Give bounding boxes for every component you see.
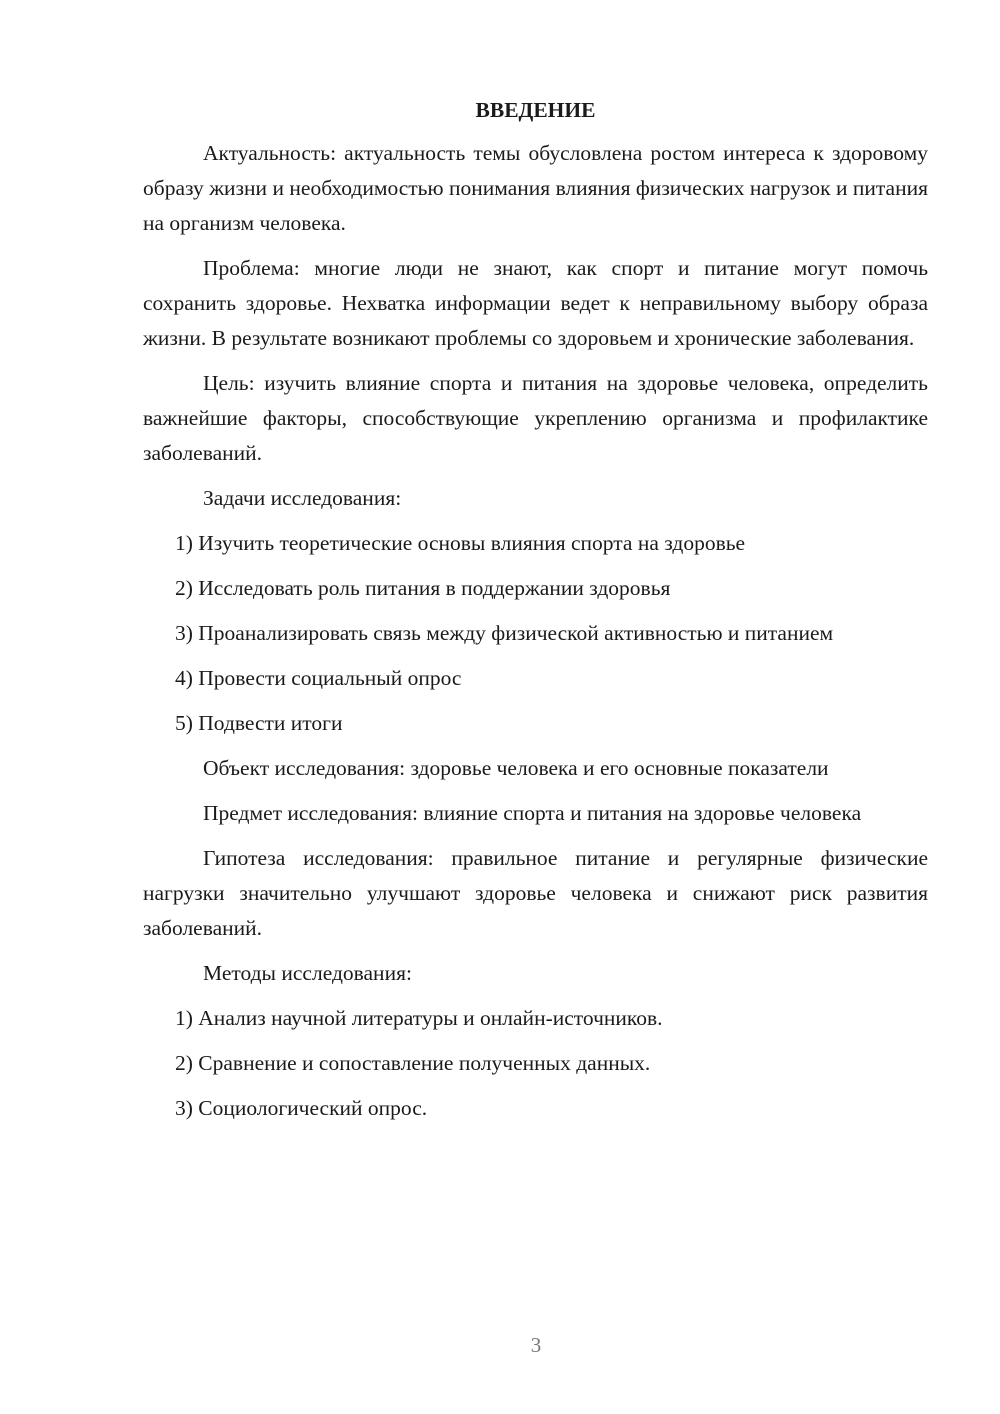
methods-heading: Методы исследования:: [203, 961, 412, 985]
relevance-paragraph: Актуальность: актуальность темы обусловлена ростом интереса к здоровому образу жизни и необходимостью понимания влияния физических нагрузок и питания на организм человека.: [143, 141, 928, 235]
method-item: 3) Социологический опрос.: [175, 1096, 428, 1120]
task-item: 4) Провести социальный опрос: [175, 666, 462, 690]
page-number: 3: [530, 1333, 542, 1357]
document-body: [143, 96, 928, 1136]
task-item: 5) Подвести итоги: [175, 711, 343, 735]
method-item: 1) Анализ научной литературы и онлайн-источников.: [175, 1006, 663, 1030]
task-item: 2) Исследовать роль питания в поддержании здоровья: [175, 576, 671, 600]
problem-paragraph: Проблема: многие люди не знают, как спорт и питание могут помочь сохранить здоровье. Нехватка информации ведет к неправильному выбору образа жизни. В результате возникают проблемы со здоровьем и хронические заболевания.: [143, 256, 928, 350]
subject-paragraph: Предмет исследования: влияние спорта и питания на здоровье человека: [203, 801, 862, 825]
tasks-heading: Задачи исследования:: [203, 486, 402, 510]
hypothesis-paragraph: Гипотеза исследования: правильное питание и регулярные физические нагрузки значительно улучшают здоровье человека и снижают риск развития заболеваний.: [143, 846, 928, 940]
task-item: 3) Проанализировать связь между физической активностью и питанием: [175, 621, 834, 645]
task-item: 1) Изучить теоретические основы влияния спорта на здоровье: [175, 531, 746, 555]
method-item: 2) Сравнение и сопоставление полученных данных.: [175, 1051, 651, 1075]
object-paragraph: Объект исследования: здоровье человека и его основные показатели: [203, 756, 829, 780]
goal-paragraph: Цель: изучить влияние спорта и питания на здоровье человека, определить важнейшие факторы, способствующие укреплению организма и профилактике заболеваний.: [143, 371, 928, 465]
page-title: ВВЕДЕНИЕ: [475, 98, 596, 122]
